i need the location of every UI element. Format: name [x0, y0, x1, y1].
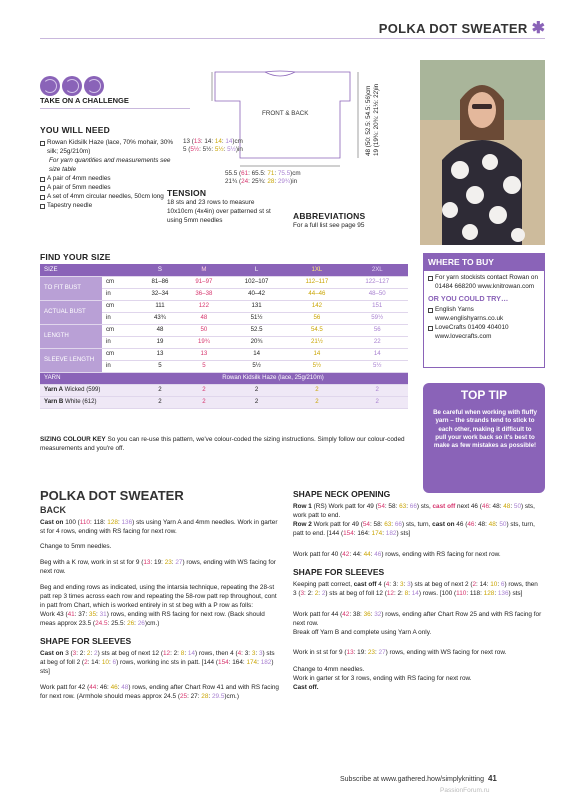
materials-note: For yarn quantities and measurements see size table	[49, 157, 171, 174]
table-row: Yarn A Wicked (599) 2 2 2 2 2	[40, 384, 408, 396]
checkbox-icon	[40, 195, 45, 200]
width-in: 21¾ (24: 25¾: 28: 29¾)in	[225, 178, 298, 185]
instruction: Work patt for 44 (42: 38: 36: 32) rows, ending after Chart Row 25 and with RS facing for next row. Break off Yarn B and complete using Yarn A only.	[293, 610, 542, 636]
materials-list	[40, 125, 180, 211]
materials-item: A set of 4mm circular needles, 50cm long	[40, 193, 180, 202]
length-in: 19 (19¾: 20¾: 21½: 22)in	[373, 83, 380, 156]
table-row: in 19 19¾ 20¾ 21½ 22	[40, 336, 408, 348]
where-to-buy-box: WHERE TO BUY For yarn stockists contact Rowan on 01484 668200 www.knitrowan.com OR YOU COULD TRY… English Yarns www.englishyarns.co.uk LoveCrafts 01409 404010 www.lovecrafts.com	[423, 253, 545, 368]
table-row: TO FIT BUST cm 81–86 91–97 102–107 112–117 122–127	[40, 276, 408, 288]
tension-text: 18 sts and 23 rows to measure 10x10cm (4x4in) over patterned st st using 5mm needles	[167, 199, 271, 224]
tension-section	[167, 188, 282, 225]
section-heading: SHAPE FOR SLEEVES	[40, 636, 132, 647]
width-cm: 55.5 (61: 65.5: 71: 75.5)cm	[225, 170, 301, 177]
pattern-column-left	[40, 489, 280, 709]
pattern-column-right	[293, 489, 543, 700]
section-heading: SHAPE NECK OPENING	[293, 489, 391, 499]
watermark: PassionForum.ru	[440, 787, 490, 794]
materials-item: Tapestry needle	[40, 202, 180, 211]
table-row: in 5 5 5½ 5½ 5½	[40, 360, 408, 372]
materials-item: A pair of 5mm needles	[40, 184, 180, 193]
yarn-ball-icon	[84, 76, 104, 96]
instruction: Cast on 100 (110: 118: 128: 136) sts using Yarn A and 4mm needles. Work in garter st for 4 rows, ending with RS facing for next row.	[40, 518, 278, 535]
instruction: Work patt for 40 (42: 44: 44: 46) rows, ending with RS facing for next row.	[293, 550, 501, 558]
table-row: in 32–34 36–38 40–42 44–46 48–50	[40, 288, 408, 300]
sizing-key: SIZING COLOUR KEY So you can re-use this pattern, we've colour-coded the sizing instructions. Simply follow our colour-coded measurements and you're off.	[40, 436, 405, 452]
difficulty-indicator	[40, 76, 104, 96]
page-title: POLKA DOT SWEATER	[378, 21, 528, 37]
instruction: Work patt for 42 (44: 46: 46: 48) rows, ending after Chart Row 41 and with RS facing for next row. (Armhole should meas approx 24.5 (25: 27: 28: 29.5)cm.)	[40, 684, 279, 700]
instruction: Beg with a K row, work in st st for 9 (13: 19: 23: 27) rows, ending with WS facing for next row.	[40, 559, 276, 576]
table-row: in 43¾ 48 51½ 56 59½	[40, 312, 408, 324]
size-s: S	[138, 264, 182, 276]
size-l: L	[226, 264, 287, 276]
checkbox-icon	[40, 177, 45, 182]
table-row: LENGTH cm 48 50 52.5 54.5 56	[40, 324, 408, 336]
top-tip-text: Be careful when working with fluffy yarn – the strands tend to stick to each other, making it difficult to pull your work back so it's best to make as few mistakes as possible!	[433, 409, 537, 450]
where-to-buy-title: WHERE TO BUY	[424, 254, 544, 271]
instruction: Row 1 (RS) Work patt for 49 (54: 58: 63: 66) sts, cast off next 46 (46: 48: 48: 50) sts, work patt to end. Row 2 Work patt for 49 (54: 58: 63: 66) sts, turn, cast on 46 (46: 48: 48: 50) sts, turn, patt to end. [144 (154: 164: 174: 182) sts]	[293, 502, 535, 537]
model-photo	[420, 60, 545, 245]
instruction: Beg and ending rows as indicated, using the intarsia technique, repeating the 28-st patt rep 3 times across each row and repeating the 58-row patt rep throughout, cont in patt from Chart, which is worked entirely in st st beg with a P row as folls: Work 43 (41: 37: 35: 31) rows, ending with RS facing for next row. (Back should meas approx 23.5 (24.5: 25.5: 26: 26)cm.)	[40, 584, 277, 628]
instruction: Work in st st for 9 (13: 19: 23: 27) rows, ending with WS facing for next row.	[293, 649, 507, 657]
difficulty-label: TAKE ON A CHALLENGE	[40, 96, 129, 105]
panel-label: FRONT & BACK	[262, 110, 309, 117]
checkbox-icon	[40, 141, 45, 146]
abbreviations-title: ABBREVIATIONS	[293, 211, 366, 221]
header-divider	[40, 38, 545, 39]
checkbox-icon	[428, 326, 433, 331]
sleeve-in: 5 (5½: 5½: 5½: 5½)in	[183, 146, 243, 153]
materials-item: Rowan Kidsilk Haze (lace, 70% mohair, 30% silk; 25g/210m)	[40, 139, 180, 157]
instruction: Keeping patt correct, cast off 4 (4: 3: 3: 3) sts at beg of next 2 (2: 14: 10: 6) rows, then 3 (3: 2: 2: 2) sts at beg of foll 12 (12: 2: 8: 14) rows. [100 (110: 118: 128: 136) sts]	[293, 580, 538, 597]
size-m: M	[182, 264, 226, 276]
instruction: Change to 4mm needles. Work in garter st for 3 rows, ending with RS facing for next row. Cast off.	[293, 666, 472, 692]
instruction: Cast on 3 (3: 2: 2: 2) sts at beg of next 12 (12: 2: 8: 14) rows, then 4 (4: 3: 3: 3) sts at beg of foll 2 (2: 14: 10: 6) rows, working inc sts in patt. [144 (154: 164: 174: 182) sts]	[40, 650, 275, 676]
materials-item: A pair of 4mm needles	[40, 175, 180, 184]
yarn-header-row: YARN Rowan Kidsilk Haze (lace, 25g/210m)	[40, 372, 408, 384]
table-row: SLEEVE LENGTH cm 13 13 14 14 14	[40, 348, 408, 360]
tension-title: TENSION	[167, 188, 207, 198]
back-title: BACK	[40, 504, 66, 515]
table-row: ACTUAL BUST cm 111 122 131 142 151	[40, 300, 408, 312]
checkbox-icon	[40, 204, 45, 209]
abbreviations-section	[293, 211, 408, 231]
page-number: 41	[487, 774, 497, 783]
checkbox-icon	[428, 276, 433, 281]
abbreviations-text: For a full list see page 95	[293, 222, 365, 230]
asterisk-icon: ✱	[531, 20, 545, 37]
size-table-title: FIND YOUR SIZE	[40, 252, 111, 262]
length-cm: 48 (50: 52.5: 54.5: 56)cm	[365, 85, 372, 156]
yarn-ball-icon	[40, 76, 60, 96]
size-header-row: SIZE S M L 1XL 2XL	[40, 264, 408, 276]
instruction: Change to 5mm needles.	[40, 543, 112, 551]
top-tip-title: TOP TIP	[460, 388, 508, 402]
model-illustration	[420, 60, 545, 245]
checkbox-icon	[428, 308, 433, 313]
pattern-title: POLKA DOT SWEATER	[40, 488, 184, 503]
alt-stockists-heading: OR YOU COULD TRY…	[428, 294, 509, 304]
section-heading: SHAPE FOR SLEEVES	[293, 566, 385, 577]
checkbox-icon	[40, 186, 45, 191]
page-header	[379, 18, 545, 40]
table-row: Yarn B White (612) 2 2 2 2 2	[40, 396, 408, 408]
yarn-ball-icon	[62, 76, 82, 96]
materials-title: YOU WILL NEED	[40, 125, 110, 135]
top-tip-box	[423, 383, 545, 493]
size-table	[40, 264, 408, 409]
subscribe-text: Subscribe at www.gathered.how/simplyknitting	[340, 776, 484, 783]
size-2xl: 2XL	[346, 264, 408, 276]
size-1xl: 1XL	[287, 264, 346, 276]
sleeve-cm: 13 (13: 14: 14: 14)cm	[183, 138, 243, 145]
page-footer	[340, 774, 497, 785]
divider	[40, 108, 190, 109]
